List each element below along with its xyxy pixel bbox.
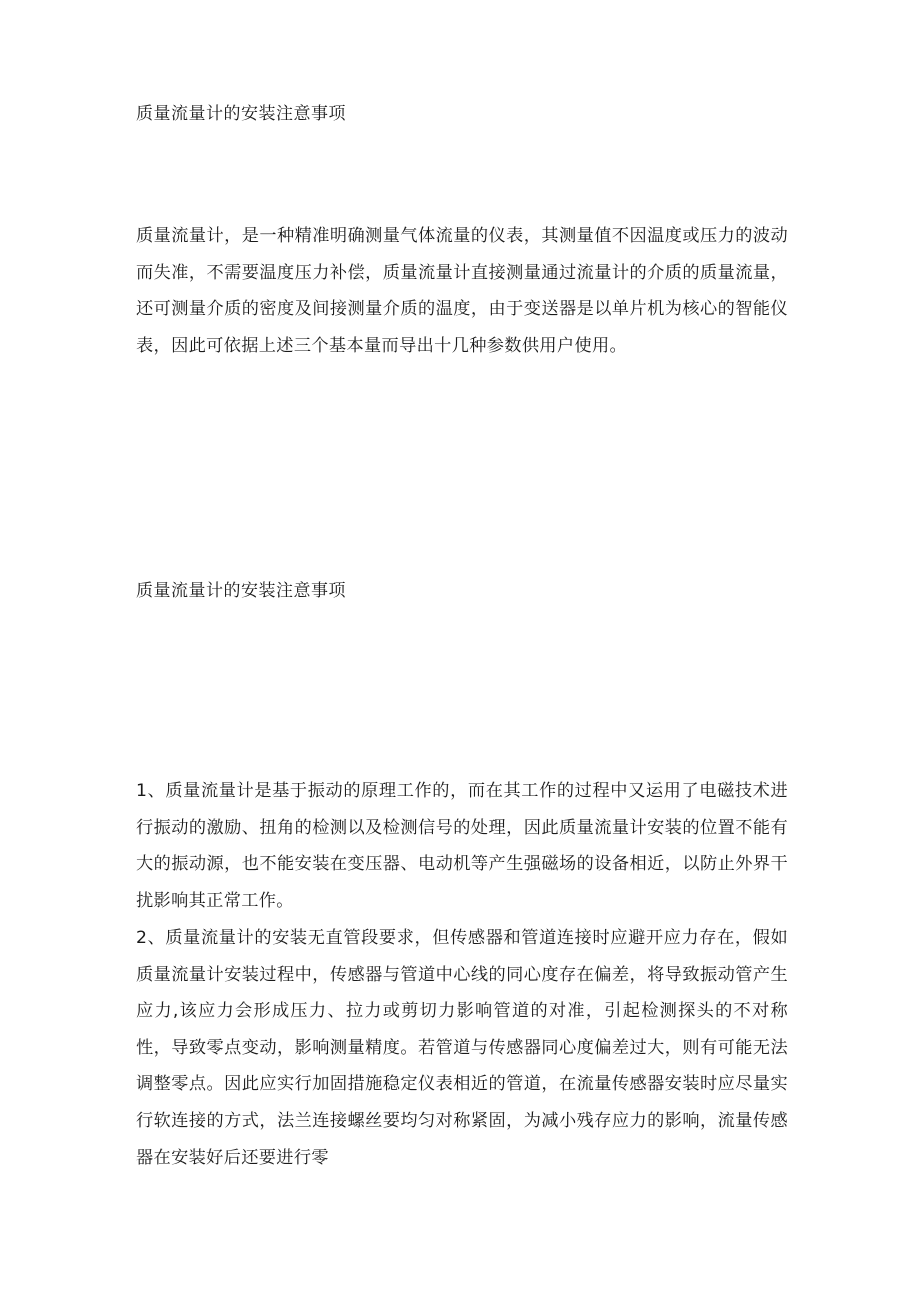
section-title: 质量流量计的安装注意事项 [136, 581, 346, 601]
document-title: 质量流量计的安装注意事项 [136, 104, 346, 124]
list-item: 2、质量流量计的安装无直管段要求，但传感器和管道连接时应避开应力存在，假如质量流量计安装过程中，传感器与管道中心线的同心度存在偏差，将导致振动管产生应力,该应力会形成压力、拉力或剪切力影响管道的对准，引起检测探头的不对称性，导致零点变动，影响测量精度。若管道与传感器同心度偏差过大，则有可能无法调整零点。因此应实行加固措施稳定仪表相近的管道，在流量传感器安装时应尽量实行软连接的方式，法兰连接螺丝要均匀对称紧固，为减小残存应力的影响，流量传感器在安装好后还要进行零 [136, 928, 788, 1168]
intro-paragraph: 质量流量计，是一种精准明确测量气体流量的仪表，其测量值不因温度或压力的波动而失准，不需要温度压力补偿，质量流量计直接测量通过流量计的介质的质量流量，还可测量介质的密度及间接测量介质的温度，由于变送器是以单片机为核心的智能仪表，因此可依据上述三个基本量而导出十几种参数供用户使用。 [136, 226, 788, 356]
list-item: 1、质量流量计是基于振动的原理工作的，而在其工作的过程中又运用了电磁技术进行振动的激励、扭角的检测以及检测信号的处理，因此质量流量计安装的位置不能有大的振动源，也不能安装在变压器、电动机等产生强磁场的设备相近，以防止外界干扰影响其正常工作。 [136, 781, 788, 911]
